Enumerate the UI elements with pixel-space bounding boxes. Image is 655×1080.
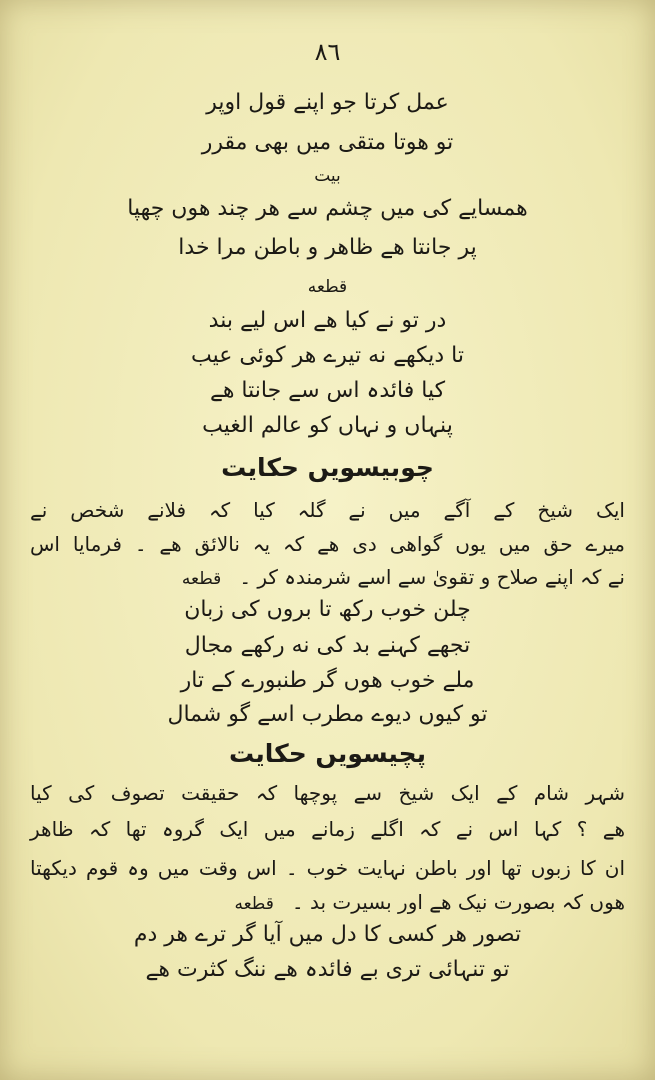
- prose-line-with-label: [30, 890, 625, 914]
- prose-line: شہر شام کے ایک شیخ سے پوچھا کہ حقیقت تصوف کی کیا: [30, 781, 625, 805]
- section-label-qita: قطعه: [307, 277, 348, 297]
- section-label-bait: بیت: [314, 166, 341, 186]
- story-heading: پچیسویں حکایت: [228, 739, 427, 768]
- page-number: ۸٦: [314, 38, 341, 66]
- prose-line: ھے ؟ کہا اس نے کہ اگلے زمانے میں ایک گروہ تھا کہ ظاھر: [30, 817, 625, 841]
- section-label-qita: قطعه: [181, 569, 222, 589]
- prose-line: ان کا زبوں تھا اور باطن نہایت خوب ۔ اس وقت میں وہ قوم دیکھتا: [30, 856, 625, 880]
- verse-line: پنہاں و نہاں کو عالم الغیب: [202, 413, 453, 438]
- prose-text: نے کہ اپنے صلاح و تقویٰ سے اسے شرمندہ کر ۔: [239, 565, 625, 589]
- prose-line: ایک شیخ کے آگے میں نے گلہ کیا کہ فلانے شخص نے: [30, 498, 625, 522]
- verse-line: تو تنہائی تری بے فائدہ ھے ننگ کثرت ھے: [145, 957, 510, 982]
- prose-text: ھوں کہ بصورت نیک ھے اور بسیرت بد ۔: [291, 890, 625, 914]
- verse-line: تو کیوں دیوے مطرب اسے گو شمال: [167, 702, 488, 727]
- verse-line: تا دیکھے نه تیرے ھر کوئی عیب: [190, 343, 464, 368]
- verse-line: عمل کرتا جو اپنے قول اوپر: [206, 90, 449, 115]
- section-label-qita: قطعه: [234, 894, 274, 914]
- verse-line: پر جانتا ھے ظاھر و باطن مرا خدا: [178, 235, 477, 260]
- verse-line: در تو نے کیا ھے اس لیے بند: [208, 308, 447, 333]
- verse-line: ھمسایے کی میں چشم سے ھر چند ھوں چھپا: [127, 196, 528, 221]
- prose-line: میرے حق میں یوں گواھی دی ھے کہ یہ نالائق ھے ۔ فرمایا اس: [30, 532, 625, 556]
- verse-line: تجھے کہنے بد کی نه رکھے مجال: [184, 633, 471, 658]
- verse-line: چلن خوب رکھ تا بروں کی زبان: [184, 597, 471, 622]
- verse-line: ملے خوب ھوں گر طنبورے کے تار: [180, 668, 475, 693]
- verse-line: تو ھوتا متقی میں بھی مقرر: [201, 130, 454, 155]
- verse-line: کیا فائدہ اس سے جانتا ھے: [209, 378, 446, 403]
- story-heading: چوبیسویں حکایت: [221, 453, 434, 482]
- prose-line-with-label: [30, 565, 625, 589]
- verse-line: تصور ھر کسی کا دل میں آیا گر ترے ھر دم: [133, 922, 522, 947]
